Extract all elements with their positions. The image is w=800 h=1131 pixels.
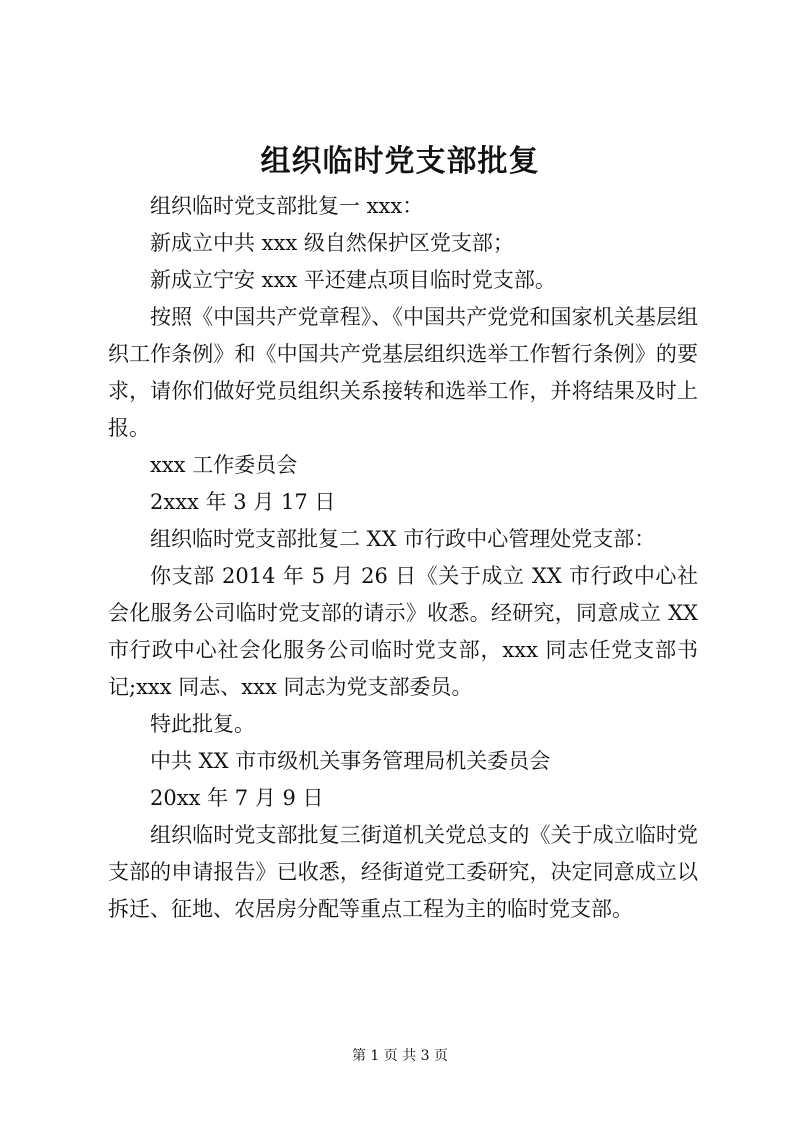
paragraph-instructions: 按照《中国共产党章程》、《中国共产党党和国家机关基层组织工作条例》和《中国共产党基层组织选举工作暂行条例》的要求，请你们做好党员组织关系接转和选举工作，并将结果及时上报。 <box>108 305 698 440</box>
paragraph-new-branch-two: 新成立宁安 xxx 平还建点项目临时党支部。 <box>150 268 556 292</box>
paragraph-date-two: 20xx 年 7 月 9 日 <box>150 786 324 810</box>
paragraph-signature-bureau: 中共 XX 市市级机关事务管理局机关委员会 <box>150 749 551 773</box>
paragraph-reply-three: 组织临时党支部批复三街道机关党总支的《关于成立临时党支部的申请报告》已收悉，经街道党工委研究，决定同意成立以拆迁、征地、农居房分配等重点工程为主的临时党支部。 <box>108 823 698 921</box>
document-title: 组织临时党支部批复 <box>260 144 540 179</box>
paragraph-new-branch-one: 新成立中共 xxx 级自然保护区党支部； <box>150 231 514 255</box>
paragraph-signature-committee: xxx 工作委员会 <box>150 453 298 477</box>
paragraph-approval-note: 特此批复。 <box>150 712 255 736</box>
page-footer: 第 1 页 共 3 页 <box>351 1048 449 1064</box>
paragraph-date-one: 2xxx 年 3 月 17 日 <box>150 490 336 514</box>
paragraph-reply-two-heading: 组织临时党支部批复二 XX 市行政中心管理处党支部： <box>150 527 656 551</box>
document-body <box>108 188 698 928</box>
paragraph-reply-two-body: 你支部 2014 年 5 月 26 日《关于成立 XX 市行政中心社会化服务公司临时党支部的请示》收悉。经研究，同意成立 XX 市行政中心社会化服务公司临时党支部，xxx 同志任党支部书记;xxx 同志、xxx 同志为党支部委员。 <box>108 564 698 699</box>
paragraph-reply-one-heading: 组织临时党支部批复一 xxx： <box>150 194 424 218</box>
